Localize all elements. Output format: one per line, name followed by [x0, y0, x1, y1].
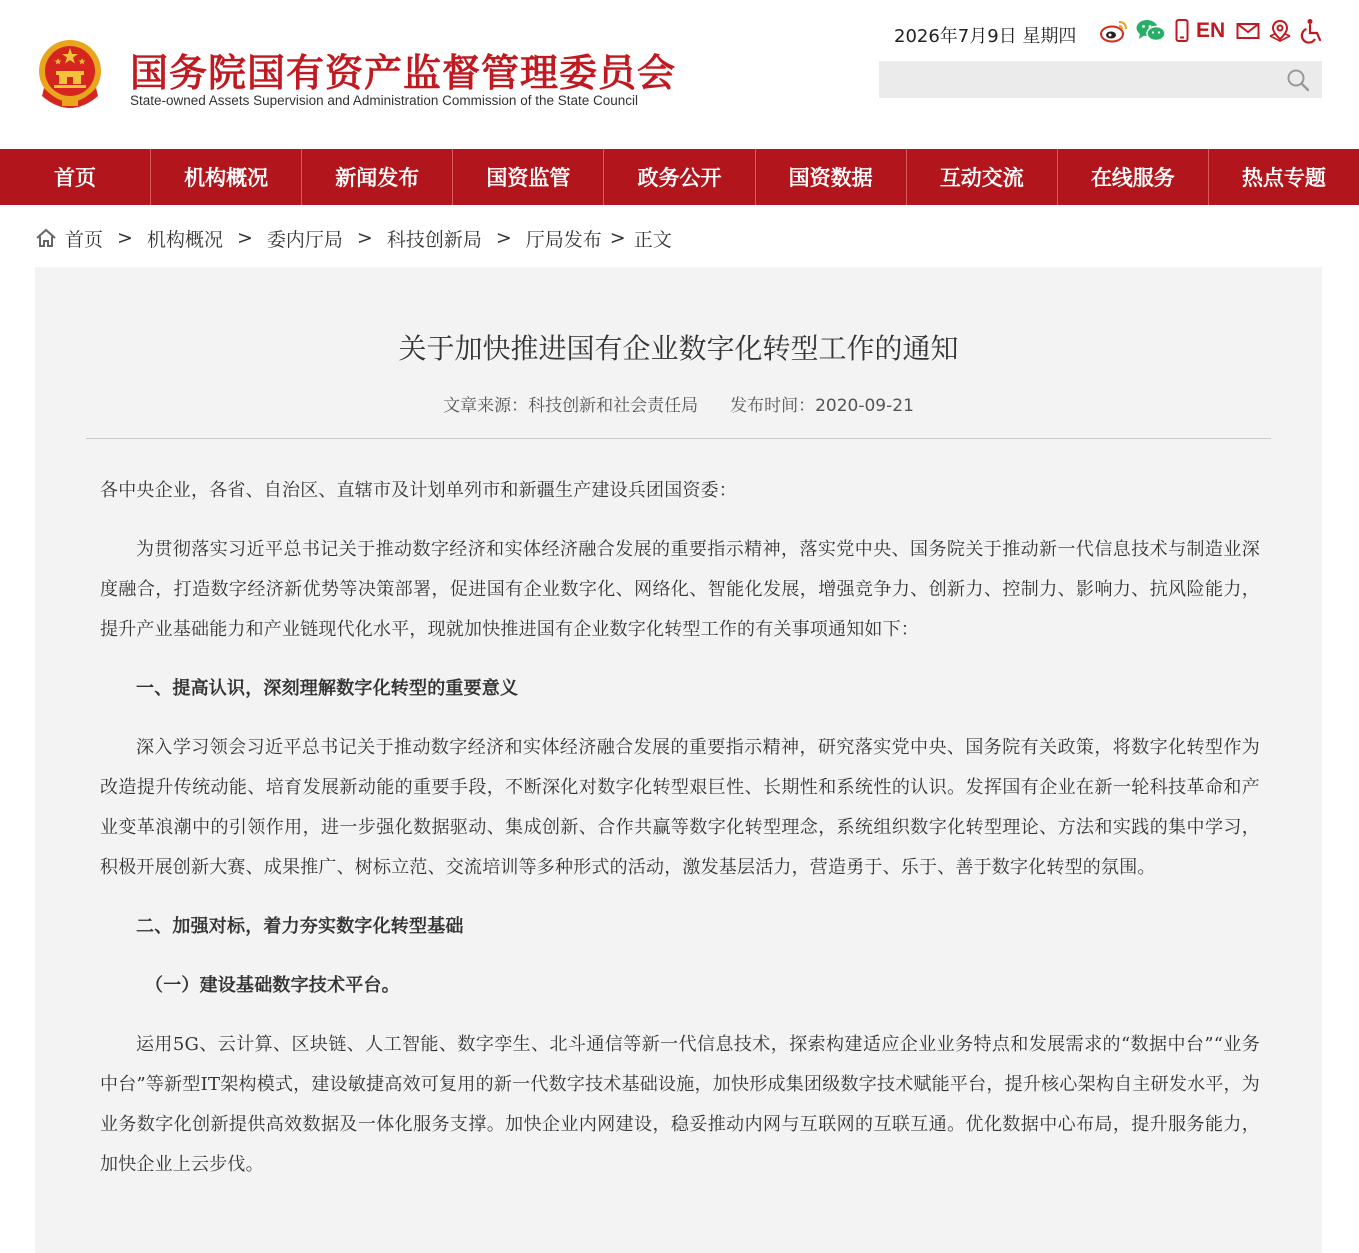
- breadcrumb-current: 正文: [633, 228, 672, 251]
- mobile-icon[interactable]: [1175, 18, 1189, 44]
- mail-icon[interactable]: [1236, 18, 1260, 44]
- breadcrumb-home[interactable]: 首页: [65, 228, 104, 251]
- current-date: 2026年7月9日 星期四: [894, 26, 1077, 47]
- article-meta: [35, 391, 1322, 416]
- breadcrumb-bureau-releases[interactable]: 厅局发布: [525, 228, 602, 251]
- article-title: 关于加快推进国有企业数字化转型工作的通知: [398, 332, 959, 365]
- nav-item-government-affairs[interactable]: 政务公开: [604, 149, 755, 205]
- article-date: 发布时间：2020-09-21: [730, 396, 914, 416]
- breadcrumb-tech-innovation-bureau[interactable]: 科技创新局: [386, 228, 482, 251]
- subsection-paragraph: 运用5G、云计算、区块链、人工智能、数字孪生、北斗通信等新一代信息技术，探索构建适应企业业务特点和发展需求的“数据中台”“业务中台”等新型IT架构模式，建设敏捷高效可复用的新一代数字技术基础设施，加快形成集团级数字技术赋能平台，提升核心架构自主研发水平，为业务数字化创新提供高效数据及一体化服务支撑。加快企业内网建设，稳妥推动内网与互联网的互联互通。优化数据中心布局，提升服务能力，加快企业上云步伐。: [100, 1034, 1260, 1175]
- nav-item-online-services[interactable]: 在线服务: [1058, 149, 1209, 205]
- breadcrumb-departments[interactable]: 委内厅局: [266, 228, 343, 251]
- home-icon: [35, 227, 57, 249]
- english-version-link[interactable]: EN: [1196, 19, 1226, 42]
- search-input[interactable]: [879, 61, 1322, 98]
- breadcrumb-separator: >: [609, 227, 626, 249]
- intro-paragraph: 为贯彻落实习近平总书记关于推动数字经济和实体经济融合发展的重要指示精神，落实党中央、国务院关于推动新一代信息技术与制造业深度融合，打造数字经济新优势等决策部署，促进国有企业数字化、网络化、智能化发展，增强竞争力、创新力、控制力、影响力、抗风险能力，提升产业基础能力和产业链现代化水平，现就加快推进国有企业数字化转型工作的有关事项通知如下：: [100, 539, 1260, 640]
- salutation: 各中央企业，各省、自治区、直辖市及计划单列市和新疆生产建设兵团国资委：: [100, 480, 737, 501]
- article-body: [100, 471, 1260, 1204]
- nav-item-hot-topics[interactable]: 热点专题: [1241, 166, 1326, 190]
- title-divider: [86, 438, 1271, 439]
- nav-item-supervision[interactable]: 国资监管: [453, 149, 604, 205]
- map-icon[interactable]: [1268, 18, 1292, 44]
- breadcrumb: [35, 224, 672, 252]
- section-heading: 一、提高认识，深刻理解数字化转型的重要意义: [136, 678, 519, 699]
- breadcrumb-separator: >: [495, 227, 512, 249]
- breadcrumb-separator: >: [236, 227, 253, 249]
- nav-item-news[interactable]: 新闻发布: [302, 149, 453, 205]
- nav-item-interaction[interactable]: 互动交流: [907, 149, 1058, 205]
- site-title: 国务院国有资产监督管理委员会: [130, 51, 677, 95]
- nav-item-home[interactable]: 首页: [0, 149, 151, 205]
- breadcrumb-separator: >: [356, 227, 373, 249]
- subsection-heading: （一）建设基础数字技术平台。: [145, 975, 400, 996]
- national-emblem-logo[interactable]: [36, 38, 104, 110]
- site-subtitle: State-owned Assets Supervision and Administration Commission of the State Council: [130, 93, 639, 108]
- nav-item-organization[interactable]: 机构概况: [151, 149, 302, 205]
- main-nav: [0, 149, 1359, 205]
- nav-item-data[interactable]: 国资数据: [756, 149, 907, 205]
- breadcrumb-organization[interactable]: 机构概况: [146, 228, 223, 251]
- article-source: 文章来源：科技创新和社会责任局: [443, 396, 699, 416]
- accessibility-icon[interactable]: [1300, 18, 1324, 44]
- section-heading: 二、加强对标，着力夯实数字化转型基础: [136, 916, 464, 937]
- search-icon[interactable]: [1285, 67, 1311, 93]
- site-header: [0, 0, 1359, 149]
- section-paragraph: 深入学习领会习近平总书记关于推动数字经济和实体经济融合发展的重要指示精神，研究落实党中央、国务院有关政策，将数字化转型作为改造提升传统动能、培育发展新动能的重要手段，不断深化对数字化转型艰巨性、长期性和系统性的认识。发挥国有企业在新一轮科技革命和产业变革浪潮中的引领作用，进一步强化数据驱动、集成创新、合作共赢等数字化转型理念，系统组织数字化转型理论、方法和实践的集中学习，积极开展创新大赛、成果推广、树标立范、交流培训等多种形式的活动，激发基层活力，营造勇于、乐于、善于数字化转型的氛围。: [100, 737, 1260, 878]
- article-container: [35, 267, 1322, 1253]
- wechat-icon[interactable]: [1135, 18, 1167, 44]
- weibo-icon[interactable]: [1100, 18, 1128, 44]
- breadcrumb-separator: >: [117, 227, 133, 249]
